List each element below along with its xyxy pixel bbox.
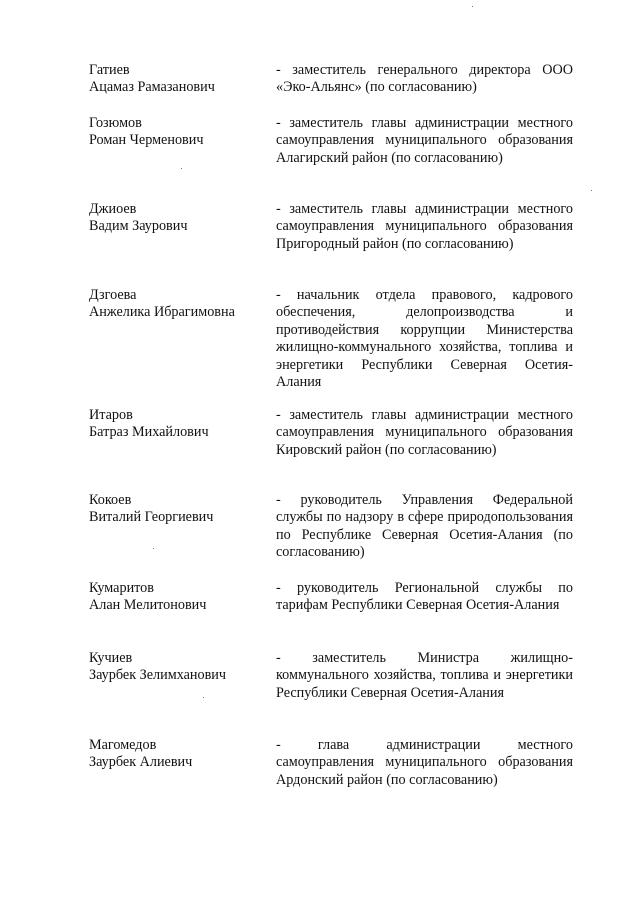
member-role: - глава администрации местного самоуправления муниципального образования Ардонский район (по согласованию): [276, 737, 573, 788]
scan-speck: [153, 548, 154, 549]
member-role: - руководитель Управления Федеральной службы по надзору в сфере природопользования по Республике Северная Осетия-Алания (по согласованию): [276, 492, 573, 561]
member-surname: Кумаритов: [89, 580, 154, 596]
member-name: [89, 62, 269, 97]
member-surname: Кокоев: [89, 492, 132, 508]
member-surname: Итаров: [89, 407, 133, 423]
member-surname: Магомедов: [89, 737, 157, 753]
member-given-names: Батраз Михайлович: [89, 424, 209, 441]
member-name: [89, 287, 269, 322]
member-role: - заместитель главы администрации местного самоуправления муниципального образования Пригородный район (по согласованию): [276, 201, 573, 252]
member-name: [89, 580, 269, 615]
member-given-names: Алан Мелитонович: [89, 597, 207, 614]
member-name: [89, 492, 269, 527]
member-role: - заместитель Министра жилищно-коммунального хозяйства, топлива и энергетики Республики Северная Осетия-Алания: [276, 650, 573, 701]
scan-speck: [203, 697, 204, 698]
scan-speck: [472, 6, 473, 7]
member-surname: Джиоев: [89, 201, 137, 217]
member-role: - заместитель генерального директора ООО «Эко-Альянс» (по согласованию): [276, 62, 573, 96]
member-surname: Кучиев: [89, 650, 133, 666]
member-given-names: Ацамаз Рамазанович: [89, 79, 215, 96]
member-name: [89, 201, 269, 236]
member-given-names: Виталий Георгиевич: [89, 509, 214, 526]
member-surname: Гозюмов: [89, 115, 142, 131]
member-surname: Гатиев: [89, 62, 130, 78]
member-given-names: Заурбек Зелимханович: [89, 667, 227, 684]
member-name: [89, 407, 269, 442]
member-role: - заместитель главы администрации местного самоуправления муниципального образования Алагирский район (по согласованию): [276, 115, 573, 166]
member-name: [89, 115, 269, 150]
member-given-names: Вадим Заурович: [89, 218, 188, 235]
member-given-names: Заурбек Алиевич: [89, 754, 193, 771]
member-role: - руководитель Региональной службы по тарифам Республики Северная Осетия-Алания: [276, 580, 573, 614]
member-surname: Дзгоева: [89, 287, 137, 303]
scan-speck: [181, 168, 182, 169]
member-given-names: Роман Черменович: [89, 132, 204, 149]
member-name: [89, 737, 269, 772]
scan-speck: [591, 190, 592, 191]
member-role: - заместитель главы администрации местного самоуправления муниципального образования Кировский район (по согласованию): [276, 407, 573, 458]
member-given-names: Анжелика Ибрагимовна: [89, 304, 235, 321]
member-name: [89, 650, 269, 685]
member-role: - начальник отдела правового, кадрового обеспечения, делопроизводства и противодействия коррупции Министерства жилищно-коммунального хозяйства, топлива и энергетики Республики Северная Осетия-Алания: [276, 287, 573, 391]
